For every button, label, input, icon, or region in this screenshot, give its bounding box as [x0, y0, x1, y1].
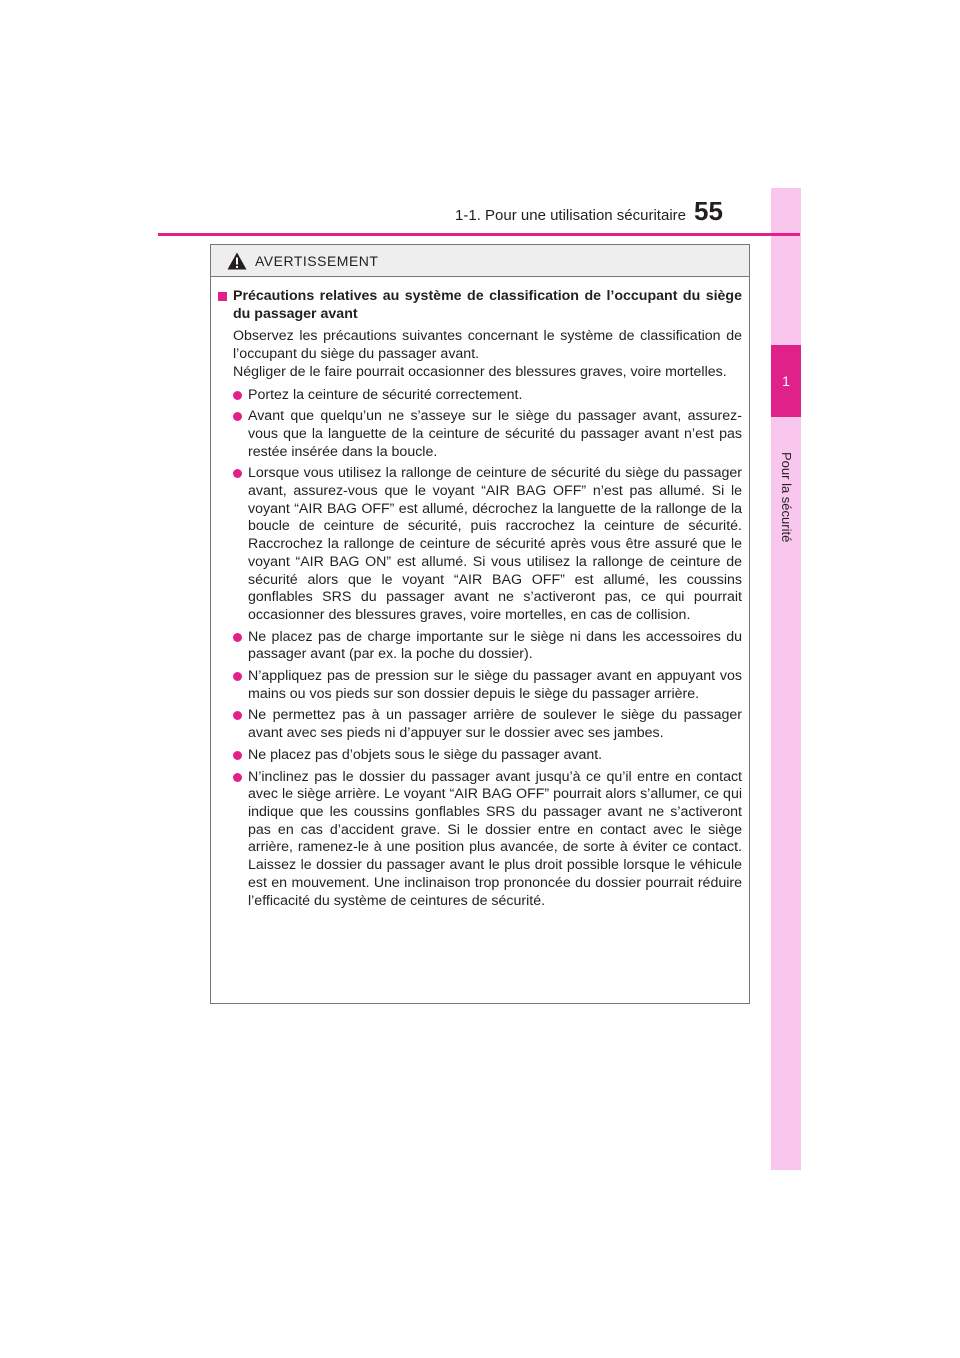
section-heading-text: Précautions relatives au système de classification de l’occupant du siège du passager avant	[233, 288, 742, 322]
precautions-list	[218, 387, 742, 911]
list-item-text: Ne placez pas de charge importante sur le siège ni dans les accessoires du passager avant (par ex. la poche du dossier).	[248, 628, 742, 663]
list-item	[218, 629, 742, 664]
bullet-dot-icon	[233, 469, 242, 478]
list-item	[218, 465, 742, 624]
intro-paragraph-1: Observez les précautions suivantes concernant le système de classification de l’occupant du siège du passager avant.	[233, 328, 742, 363]
warning-title: AVERTISSEMENT	[255, 252, 379, 269]
list-item-text: Portez la ceinture de sécurité correctement.	[248, 386, 523, 403]
list-item-text: Avant que quelqu’un ne s’asseye sur le siège du passager avant, assurez-vous que la languette de la ceinture de sécurité du passager avant n’est pas restée insérée dans la boucle.	[248, 408, 742, 460]
list-item-text: N’appliquez pas de pression sur le siège du passager avant en appuyant vos mains ou vos pieds sur son dossier depuis le siège du passager arrière.	[248, 668, 742, 702]
list-item	[218, 769, 742, 911]
section-header: 1-1. Pour une utilisation sécuritaire	[455, 207, 686, 224]
bullet-dot-icon	[233, 391, 242, 400]
list-item	[218, 408, 742, 461]
intro	[233, 328, 742, 381]
bullet-dot-icon	[233, 751, 242, 760]
list-item	[218, 707, 742, 742]
warning-triangle-icon	[227, 252, 247, 270]
list-item-text: Ne placez pas d’objets sous le siège du passager avant.	[248, 746, 603, 763]
list-item	[218, 387, 742, 405]
list-item	[218, 668, 742, 703]
header-rule	[158, 233, 800, 236]
bullet-dot-icon	[233, 672, 242, 681]
side-tab-number: 1	[771, 345, 801, 417]
bullet-dot-icon	[233, 773, 242, 782]
side-tab	[771, 188, 801, 1170]
list-item-text: N’inclinez pas le dossier du passager avant jusqu’à ce qu’il entre en contact avec le siège arrière. Le voyant “AIR BAG OFF” pourrait alors s’allumer, ce qui indique que les coussins gonflables SRS du passager avant ne s’activeront pas en cas d’accident grave. Si le dossier entre en contact avec le siège arrière, ramenez-le à une position plus avancée, de sorte à éviter ce contact. Laissez le dossier du passager avant le plus droit possible lorsque le véhicule est en mouvement. Une inclinaison trop prononcée du dossier pourrait réduire l’efficacité du système de ceintures de sécurité.	[248, 768, 742, 909]
list-item-text: Ne permettez pas à un passager arrière de soulever le siège du passager avant avec ses pieds ni d’appuyer sur le dossier avec ses jambes.	[248, 707, 742, 742]
warning-box	[210, 244, 750, 1004]
bullet-dot-icon	[233, 412, 242, 421]
section-heading	[218, 288, 742, 323]
square-bullet-icon	[218, 292, 227, 301]
side-tab-label: Pour la sécurité	[779, 452, 794, 543]
intro-paragraph-2: Négliger de le faire pourrait occasionner des blessures graves, voire mortelles.	[233, 363, 727, 380]
warning-body	[211, 277, 749, 910]
list-item	[218, 747, 742, 765]
warning-header	[211, 245, 749, 277]
list-item-text: Lorsque vous utilisez la rallonge de ceinture de sécurité du siège du passager avant, assurez-vous que le voyant “AIR BAG OFF” n’est pas allumé. Si le voyant “AIR BAG OFF” est allumé, décrochez la languette de la rallonge de la boucle de ceinture de sécurité, puis raccrochez la ceinture de sécurité. Raccrochez la rallonge de ceinture de sécurité après vous être assuré que le voyant “AIR BAG ON” est allumé. Si vous utilisez la rallonge de ceinture de sécurité alors que le voyant “AIR BAG OFF” est allumé, les coussins gonflables SRS du passager avant ne s’activeront pas, ce qui pourrait occasionner des blessures graves, voire mortelles, en cas de collision.	[248, 465, 742, 623]
page-number: 55	[694, 196, 723, 226]
bullet-dot-icon	[233, 711, 242, 720]
bullet-dot-icon	[233, 633, 242, 642]
